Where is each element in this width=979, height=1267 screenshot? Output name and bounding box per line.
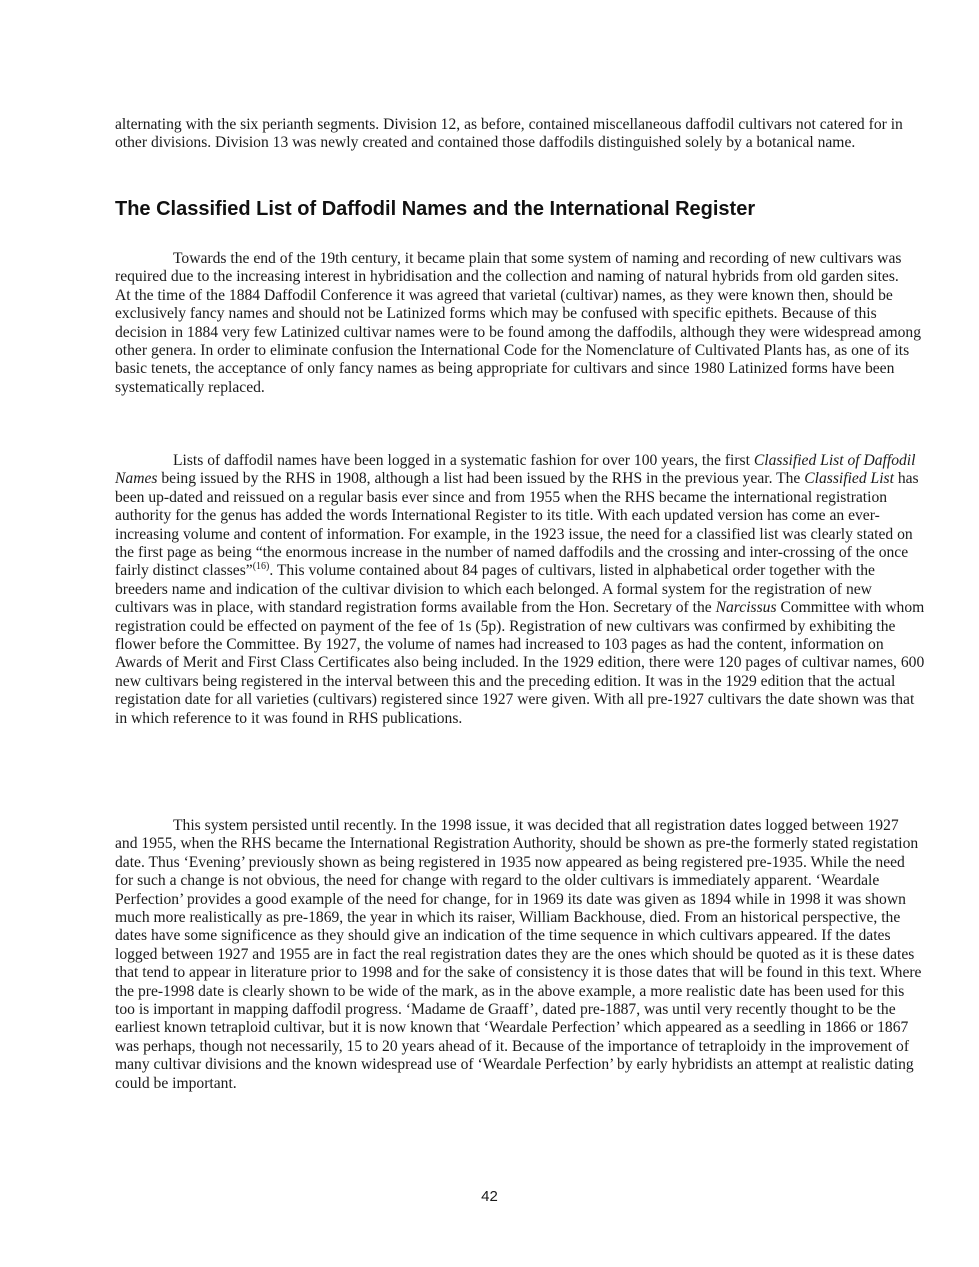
p3-text-g: . This volume contained about 84 pages of cultivars, listed in alphabetical order together with the breeders name and indication of the cultivar division to which each belonged. A formal system for the registration of new cultivars was in place, with standard registration forms available from the Hon. Secretary of the	[115, 562, 875, 617]
paragraph-classified-lists	[115, 452, 925, 728]
paragraph-naming-system	[115, 250, 925, 397]
p3-genus-narcissus: Narcissus	[715, 599, 777, 617]
section-heading: The Classified List of Daffodil Names and the International Register	[115, 198, 756, 220]
paragraph-3	[115, 452, 925, 728]
intro-text: alternating with the six perianth segments. Division 12, as before, contained miscellaneous daffodil cultivars not catered for in other divisions. Division 13 was newly created and contained those daffodils distinguished solely by a botanical name.	[115, 116, 903, 152]
p3-text-c: being issued by the RHS in 1908, although a list had been issued by the RHS in the previous year. The	[157, 470, 805, 488]
page-number: 42	[481, 1188, 498, 1205]
paragraph-2: At the time of the 1884 Daffodil Conference it was agreed that varietal (cultivar) names, as they were known then, should be exclusively fancy names and should not be Latinized forms which may be confused with specific epithets. Because of this decision in 1884 very few Latinized cultivar names were to be found among the daffodils, although they were widespread among other genera. In order to eliminate confusion the International Code for the Nomenclature of Cultivated Plants has, as one of its basic tenets, the acceptance of only fancy names as being appropriate for cultivars and since 1980 Latinized forms have been systematically replaced.	[115, 286, 922, 396]
p3-text-i: Committee with whom registration could be effected on payment of the fee of 1s (5p). Registration of new cultivars was confirmed by exhibiting the flower before the Committee. By 1927, the volume of names had increased to 103 pages as had the content, information on Awards of Merit and First Class Certificates also being included. In the 1929 edition, there were 120 pages of cultivar names, 600 new cultivars being registered in the interval between this and the preceding edition. It was in the 1929 edition that the actual registation date for all varieties (cultivars) registered since 1927 were given. With all pre-1927 cultivars the date shown was that in which reference to it was found in RHS publications.	[115, 599, 925, 727]
paragraph-1: Towards the end of the 19th century, it became plain that some system of naming and recording of new cultivars was required due to the increasing interest in hybridisation and the collection and naming of natural hybrids from old garden sites.	[115, 250, 902, 286]
paragraph-registration-dates	[115, 817, 925, 1093]
intro-paragraph	[115, 116, 925, 153]
citation-superscript: (16)	[252, 561, 270, 573]
p3-text-a: Lists of daffodil names have been logged in a systematic fashion for over 100 years, the first	[173, 452, 754, 469]
p3-text-e: has been up-dated and reissued on a regular basis ever since and from 1955 when the RHS became the international registration authority for the genus has added the words International Register to its title. With each updated version has come an ever-increasing volume and content of information. For example, in the 1923 issue, the need for a classified list was clearly stated on the first page as being “the enormous increase in the number of named daffodils and the crossing and inter-crossing of the once fairly distinct classes”	[115, 470, 919, 580]
paragraph-4: This system persisted until recently. In the 1998 issue, it was decided that all registration dates logged between 1927 and 1955, when the RHS became the International Registration Authority, should be shown as pre-the formerly stated registation date. Thus ‘Evening’ previously shown as being registered in 1935 now appeared as being registered pre-1935. While the need for such a change is not obvious, the need for change with regard to the older cultivars is immediately apparent. ‘Weardale Perfection’ provides a good example of the need for change, for in 1969 its date was given as 1894 while in 1998 it was shown much more realistically as pre-1869, the year in which its raiser, William Backhouse, died. From an historical perspective, the dates have some significence as they should give an indication of the time sequence in which cultivars appeared. If the dates logged between 1927 and 1955 are in fact the real registration dates they are the ones which should be quoted as it is these dates that tend to appear in literature prior to 1998 and for the sake of consistency it is those dates that will be found in this text. Where the pre-1998 date is clearly shown to be wide of the mark, as in the above example, a more realistic date has been used for this too is important in mapping daffodil progress. ‘Madame de Graaff’, dated pre-1887, was until very recently thought to be the earliest known tetraploid cultivar, but it is now known that ‘Weardale Perfection’ which appeared as a seedling in 1866 or 1867 was perhaps, though not necessarily, 15 to 20 years ahead of it. Because of the importance of tetraploidy in the improvement of many cultivar divisions and the known widespread use of ‘Weardale Perfection’ by early hybridists an attempt at realistic dating could be important.	[115, 817, 922, 1092]
p3-title-classified-list-short: Classified List	[804, 470, 894, 488]
p3-title-classified-list: Classified List of Daffodil Names	[115, 452, 916, 488]
